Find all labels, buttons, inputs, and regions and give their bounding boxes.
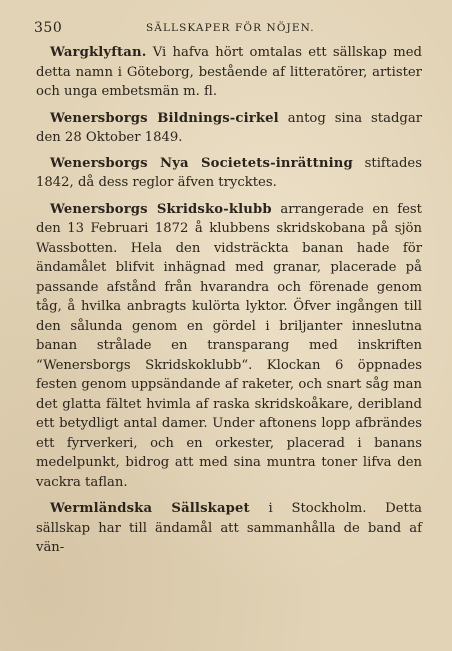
running-head <box>34 20 430 36</box>
paragraph-wermlandska-sallskapet <box>36 499 422 558</box>
paragraph-skridsko-klubb <box>36 200 422 493</box>
entry-heading: Wermländska Sällskapet <box>50 501 250 516</box>
page-number: 350 <box>34 20 63 36</box>
entry-heading: Wenersborgs Bildnings-cirkel <box>50 110 279 126</box>
paragraph-societets-inrattning <box>36 154 422 193</box>
entry-heading: Wargklyftan. <box>50 45 147 60</box>
entry-text: antog sina stadgar den 28 Oktober 1849. <box>36 110 423 145</box>
page-body <box>36 43 422 565</box>
entry-heading: Wenersborgs Skridsko-klubb <box>50 201 272 217</box>
entry-text: stiftades 1842, då dess reglor äfven trycktes. <box>36 155 422 190</box>
entry-heading: Wenersborgs Nya Societets-inrättning <box>50 155 353 171</box>
entry-text: i Stockholm. Detta sällskap har till ändamål att sammanhålla de band af vän- <box>36 501 422 555</box>
paragraph-wargklyftan <box>36 43 422 102</box>
paragraph-bildnings-cirkel <box>36 109 422 148</box>
entry-text: arrangerade en fest den 13 Februari 1872 å klubbens skridskobana på sjön Wassbotten. Hela den vidsträckta banan hade för ändamålet blifvit inhägnad med granar, placerade på passande afstånd från hvarandra och förenade genom tåg, å hvilka anbragts kulörta lyktor. Öfver ingången till den sålunda genom en gördel i briljanter inneslutna banan strålade en transparang med inskriften “Wenersborgs Skridskoklubb“. Klockan 6 öppnades festen genom uppsändande af raketer, och snart såg man det glatta fältet hvimla af raska skridskoåkare, deribland ett betydligt antal damer. Under aftonens lopp afbrändes ett fyrverkeri, och en orkester, placerad i banans medelpunkt, bidrog att med sina muntra toner lifva den vackra taflan. <box>36 201 422 490</box>
entry-text: Vi hafva hört omtalas ett sällskap med detta namn i Göteborg, bestående af litteratörer, artister och unga embetsmän m. fl. <box>36 45 422 99</box>
running-title: SÄLLSKAPER FÖR NÖJEN. <box>146 22 315 34</box>
